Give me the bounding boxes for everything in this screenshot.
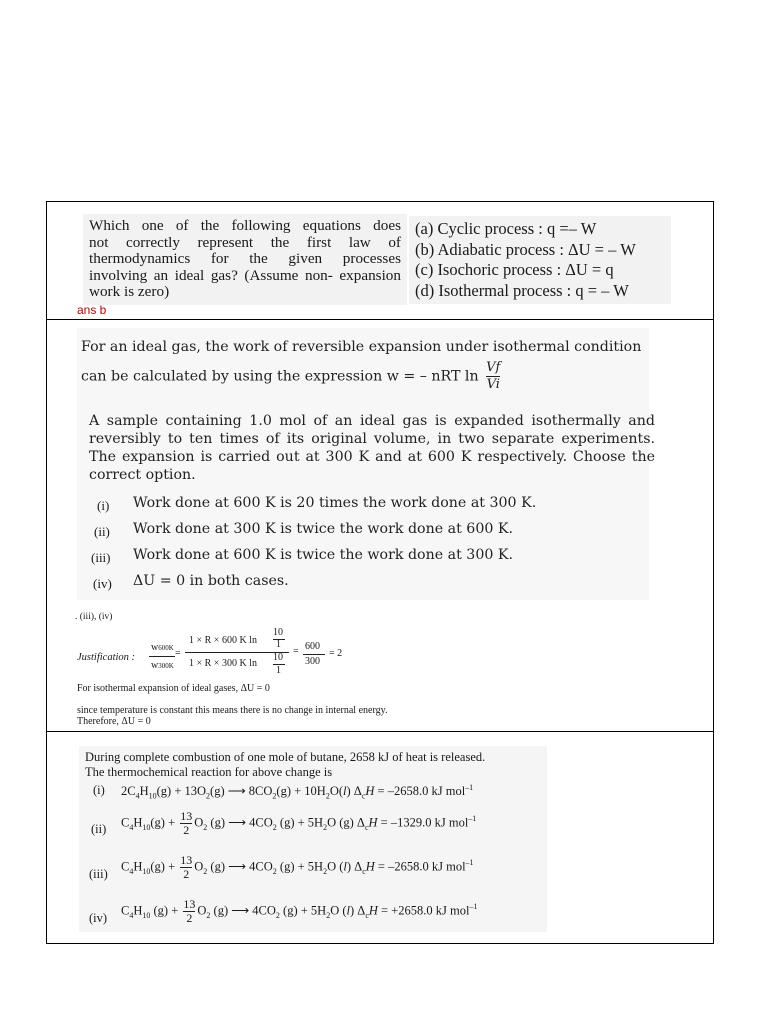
option-text: Work done at 600 K is 20 times the work done at 300 K. (133, 495, 537, 511)
option-text: ΔU = 0 in both cases. (133, 573, 289, 589)
frac-bottom: 2 (186, 911, 193, 925)
question-2-cell: For an ideal gas, the work of reversible expansion under isothermal condition can be calculated by using the expression w = – nRT ln $\frac{Vf}{Vi}$ A sample containing 1.0 mol of an ideal gas is expanded isothermally and reversibly to ten times of its original volume, in two separate experiments. The expansion is carried out at 300 K and at 600 K respectively. Choose the correct option. (i) Work done at 600 K is 20 times the work done at 300 K. (ii) Work done at 300 K is twice the work done at 600 K. (iii) Work done at 600 K is twice the work done at 300 K. (iv) ΔU = 0 in both cases. . (iii), (iv) Justification : w600K w300K = 1 × R × 600 K ln 10 1 1 × R × 300 K ln 10 1 = 600 300 = 2 For isothermal expansion of ideal gases, ΔU = 0 since temperature is constant this means there is no change in internal energy. Therefore, ΔU = 0 (47, 320, 713, 732)
question-1-cell (47, 202, 713, 320)
frac-top: 13 (180, 853, 193, 867)
q3-stem-line: The thermochemical reaction for above change is (85, 765, 333, 779)
option-text: Work done at 600 K is twice the work done at 300 K. (133, 547, 513, 563)
w600-label: w600K (151, 642, 174, 653)
q2-answer: . (iii), (iv) (75, 612, 113, 622)
option-number: (iii) (91, 550, 111, 565)
option-b: (b) Adiabatic process : ΔU = – W (415, 239, 636, 259)
para-line: correct option. (89, 467, 196, 483)
numerator-expression: 1 × R × 600 K ln (189, 635, 257, 646)
frac-top: 13 (180, 809, 193, 823)
frac-bottom: 2 (183, 867, 190, 881)
reaction-equation-iv: $C_4H_{10}$ $(g) + \frac{13}{2} O_2$ (g) ⟶ $4CO_2$ $(g) + 5H_2O$ (l) $\Delta_cH = +2658.0$ kJ mol$^{-1}$ (121, 897, 478, 925)
fraction-bar (149, 656, 175, 657)
ratio-result: = 2 (329, 648, 343, 659)
q2-paragraph (89, 412, 655, 484)
frac-denominator: Vi (486, 377, 500, 392)
reaction-equation-ii: $C_4H_{10}(g) + \frac{13}{2} O_2$ (g) ⟶ $4CO_2$ $(g) + 5H_2O$ (g) $\Delta_cH = -1329.0$ kJ mol$^{-1}$ (121, 809, 477, 837)
frac-bottom: 2 (183, 823, 190, 837)
one-top: 1 (276, 639, 281, 650)
q2-expression-line (81, 361, 500, 392)
option-number: (iv) (89, 911, 108, 925)
note-line: For isothermal expansion of ideal gases, ΔU = 0 (77, 683, 270, 694)
option-number: (i) (97, 498, 110, 513)
option-c: (c) Isochoric process : ΔU = q (415, 260, 614, 279)
option-number: (iv) (93, 576, 112, 591)
question-table (46, 201, 714, 944)
stem-line: involving an ideal gas? (Assume non- expansion (89, 266, 401, 284)
enthalpy-value: –2658.0 kJ mol (388, 859, 466, 874)
enthalpy-value: +2658.0 kJ mol (391, 903, 470, 918)
reaction-equation-i: $2C_4H_{10}(g) + 13O_2(g)$ ⟶ $8CO_2(g) + 10H_2O(l) \Delta_cH = -2658.0$ kJ mol$^{-1}$ (121, 783, 474, 801)
denominator-expression: 1 × R × 300 K ln (189, 658, 257, 669)
q3-stem-line: During complete combustion of one mole of butane, 2658 kJ of heat is released. (85, 750, 486, 764)
enthalpy-value: –2658.0 kJ mol (387, 784, 466, 799)
stem-line: Which one of the following equations does (89, 217, 401, 234)
justification-label: Justification : (77, 652, 136, 663)
w300-label: w300K (151, 660, 174, 671)
option-number: (i) (93, 783, 105, 797)
para-line: reversibly to ten times of its original volume, in two separate experiments. (89, 431, 655, 447)
option-number: (ii) (91, 822, 107, 836)
ratio-numerator: 600 (305, 641, 320, 652)
option-number: (ii) (94, 524, 110, 539)
frac-numerator: Vf (486, 360, 501, 375)
stem-line: work is zero) (89, 283, 170, 300)
question-1-stem (83, 214, 407, 305)
frac-top: 13 (183, 897, 196, 911)
question-1-options (409, 216, 671, 304)
enthalpy-value: –1329.0 kJ mol (390, 815, 469, 830)
answer-note: ans b (77, 303, 107, 317)
one-bottom: 1 (276, 665, 281, 676)
para-line: The expansion is carried out at 300 K and at 600 K respectively. Choose the (89, 449, 655, 465)
option-number: (iii) (89, 867, 108, 881)
option-a: (a) Cyclic process : q =– W (415, 219, 597, 238)
ratio-denominator: 300 (305, 656, 320, 667)
stem-line: not correctly represent the first law of (89, 233, 401, 251)
ten-top: 10 (273, 627, 283, 638)
ten-bottom: 10 (273, 652, 283, 663)
stem-line: thermodynamics for the given processes (89, 250, 401, 267)
expression-text: can be calculated by using the expression w = – nRT ln (81, 368, 479, 385)
note-line: Therefore, ΔU = 0 (77, 716, 151, 727)
option-d: (d) Isothermal process : q = – W (415, 280, 629, 300)
para-line: A sample containing 1.0 mol of an ideal gas is expanded isothermally and (89, 413, 655, 429)
volume-fraction (486, 361, 500, 392)
q2-intro-line: For an ideal gas, the work of reversible expansion under isothermal condition (81, 339, 642, 355)
option-text: Work done at 300 K is twice the work done at 600 K. (133, 521, 513, 537)
reaction-equation-iii: $C_4H_{10}(g) + \frac{13}{2} O_2$ (g) ⟶ $4CO_2$ $(g) + 5H_2O$ (l) $\Delta_cH = -2658.0$ kJ mol$^{-1}$ (121, 853, 474, 881)
question-3-cell (47, 732, 713, 943)
note-line: since temperature is constant this means there is no change in internal energy. (77, 705, 388, 716)
